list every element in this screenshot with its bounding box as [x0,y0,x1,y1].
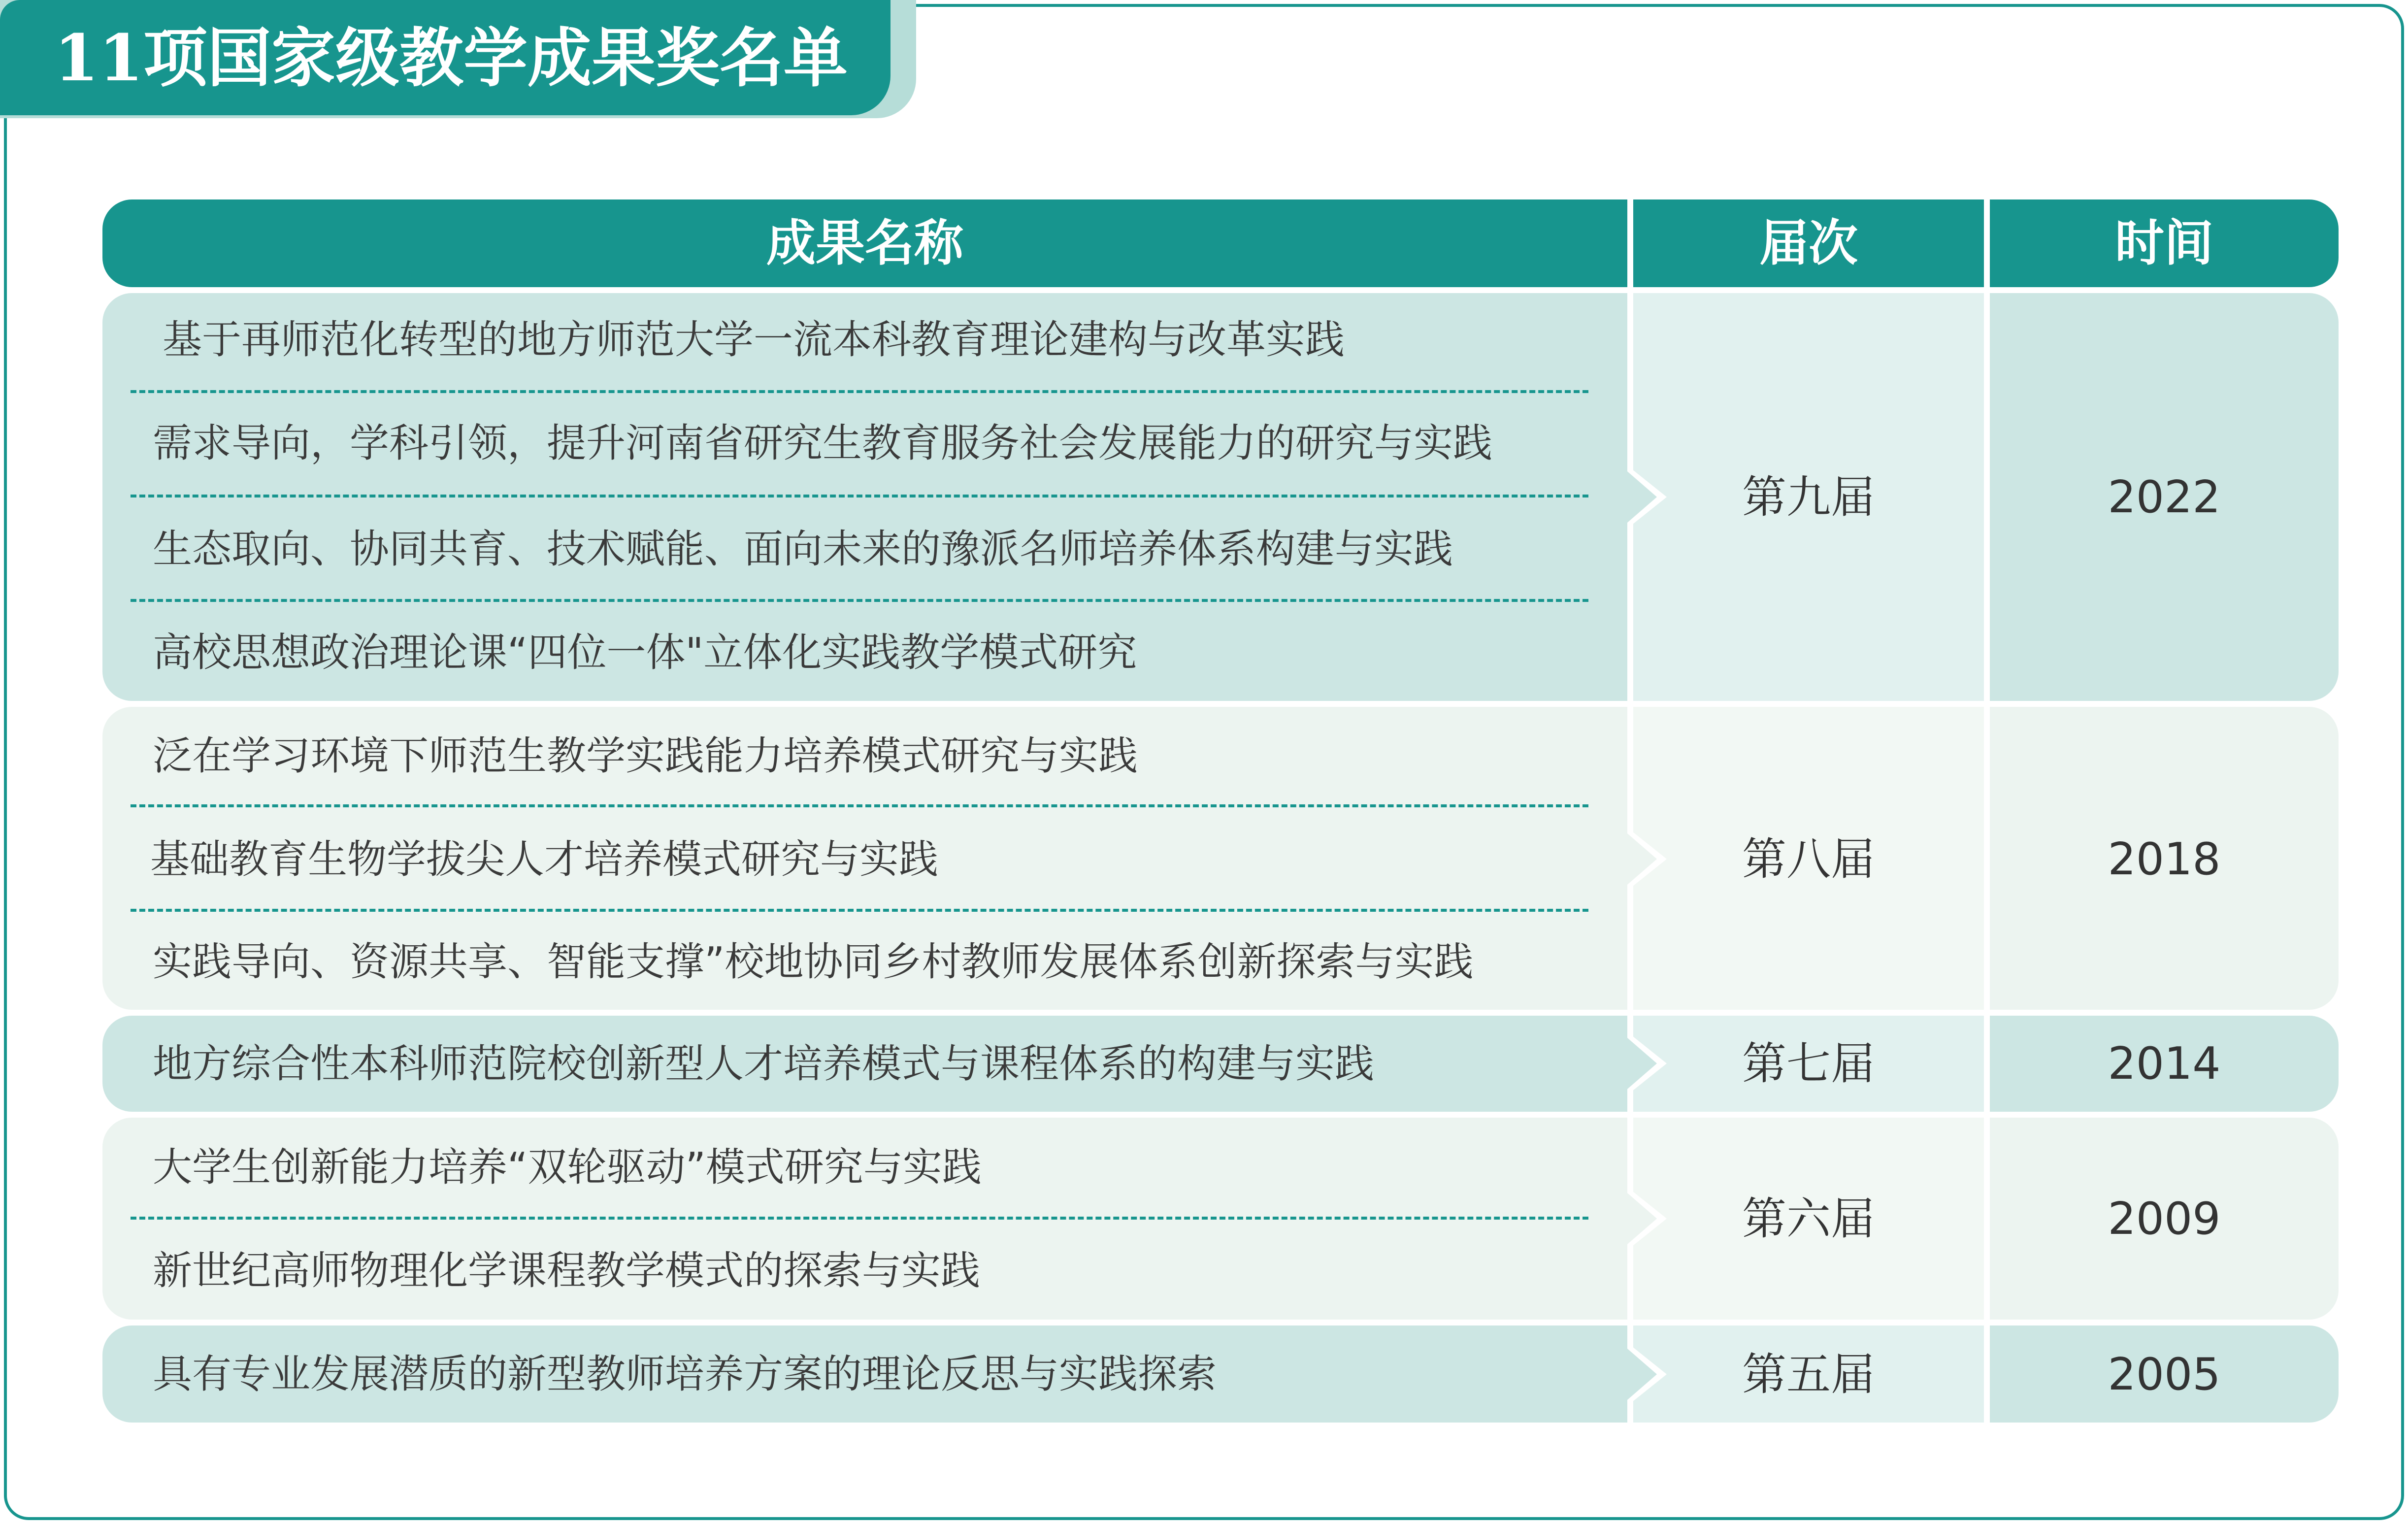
award-item: 高校思想政治理论课“四位一体"立体化实践教学模式研究 [153,629,1137,675]
session-label: 第五届 [1742,1349,1875,1400]
year-label: 2018 [2108,833,2221,885]
award-item: 泛在学习环境下师范生教学实践能力培养模式研究与实践 [153,733,1138,779]
year-label: 2009 [2108,1193,2221,1245]
award-item: 新世纪高师物理化学课程教学模式的探索与实践 [153,1248,980,1293]
award-item: 基础教育生物学拔尖人才培养模式研究与实践 [150,836,938,882]
year-label: 2022 [2108,471,2221,523]
row-divider [131,599,1588,602]
year-label: 2005 [2108,1349,2221,1400]
header-year-label: 时间 [2115,214,2213,272]
row-divider [131,909,1588,912]
award-item: 地方综合性本科师范院校创新型人才培养模式与课程体系的构建与实践 [153,1041,1374,1087]
row-divider [131,804,1588,807]
year-label: 2014 [2108,1038,2221,1090]
session-label: 第九届 [1742,471,1875,523]
header-year [1990,199,2339,287]
award-item: 需求导向，学科引领，提升河南省研究生教育服务社会发展能力的研究与实践 [153,420,1492,466]
row-divider [131,1217,1588,1220]
row-divider [131,495,1588,497]
row-divider [131,390,1588,393]
award-item: 生态取向、协同共育、技术赋能、面向未来的豫派名师培养体系构建与实践 [153,526,1453,572]
header-name-label: 成果名称 [766,214,963,272]
session-label: 第八届 [1742,833,1875,885]
award-item: 大学生创新能力培养“双轮驱动”模式研究与实践 [153,1144,982,1190]
header-name [102,199,1627,287]
award-item: 实践导向、资源共享、智能支撑”校地协同乡村教师发展体系创新探索与实践 [153,939,1474,985]
header-session-label: 届次 [1759,214,1858,272]
session-label: 第六届 [1742,1193,1875,1245]
header-session [1633,199,1984,287]
award-item: 具有专业发展潜质的新型教师培养方案的理论反思与实践探索 [153,1351,1217,1397]
award-item: 基于再师范化转型的地方师范大学一流本科教育理论建构与改革实践 [163,317,1345,363]
page-title: 11项国家级教学成果奖名单 [54,20,848,96]
session-label: 第七届 [1742,1038,1875,1090]
